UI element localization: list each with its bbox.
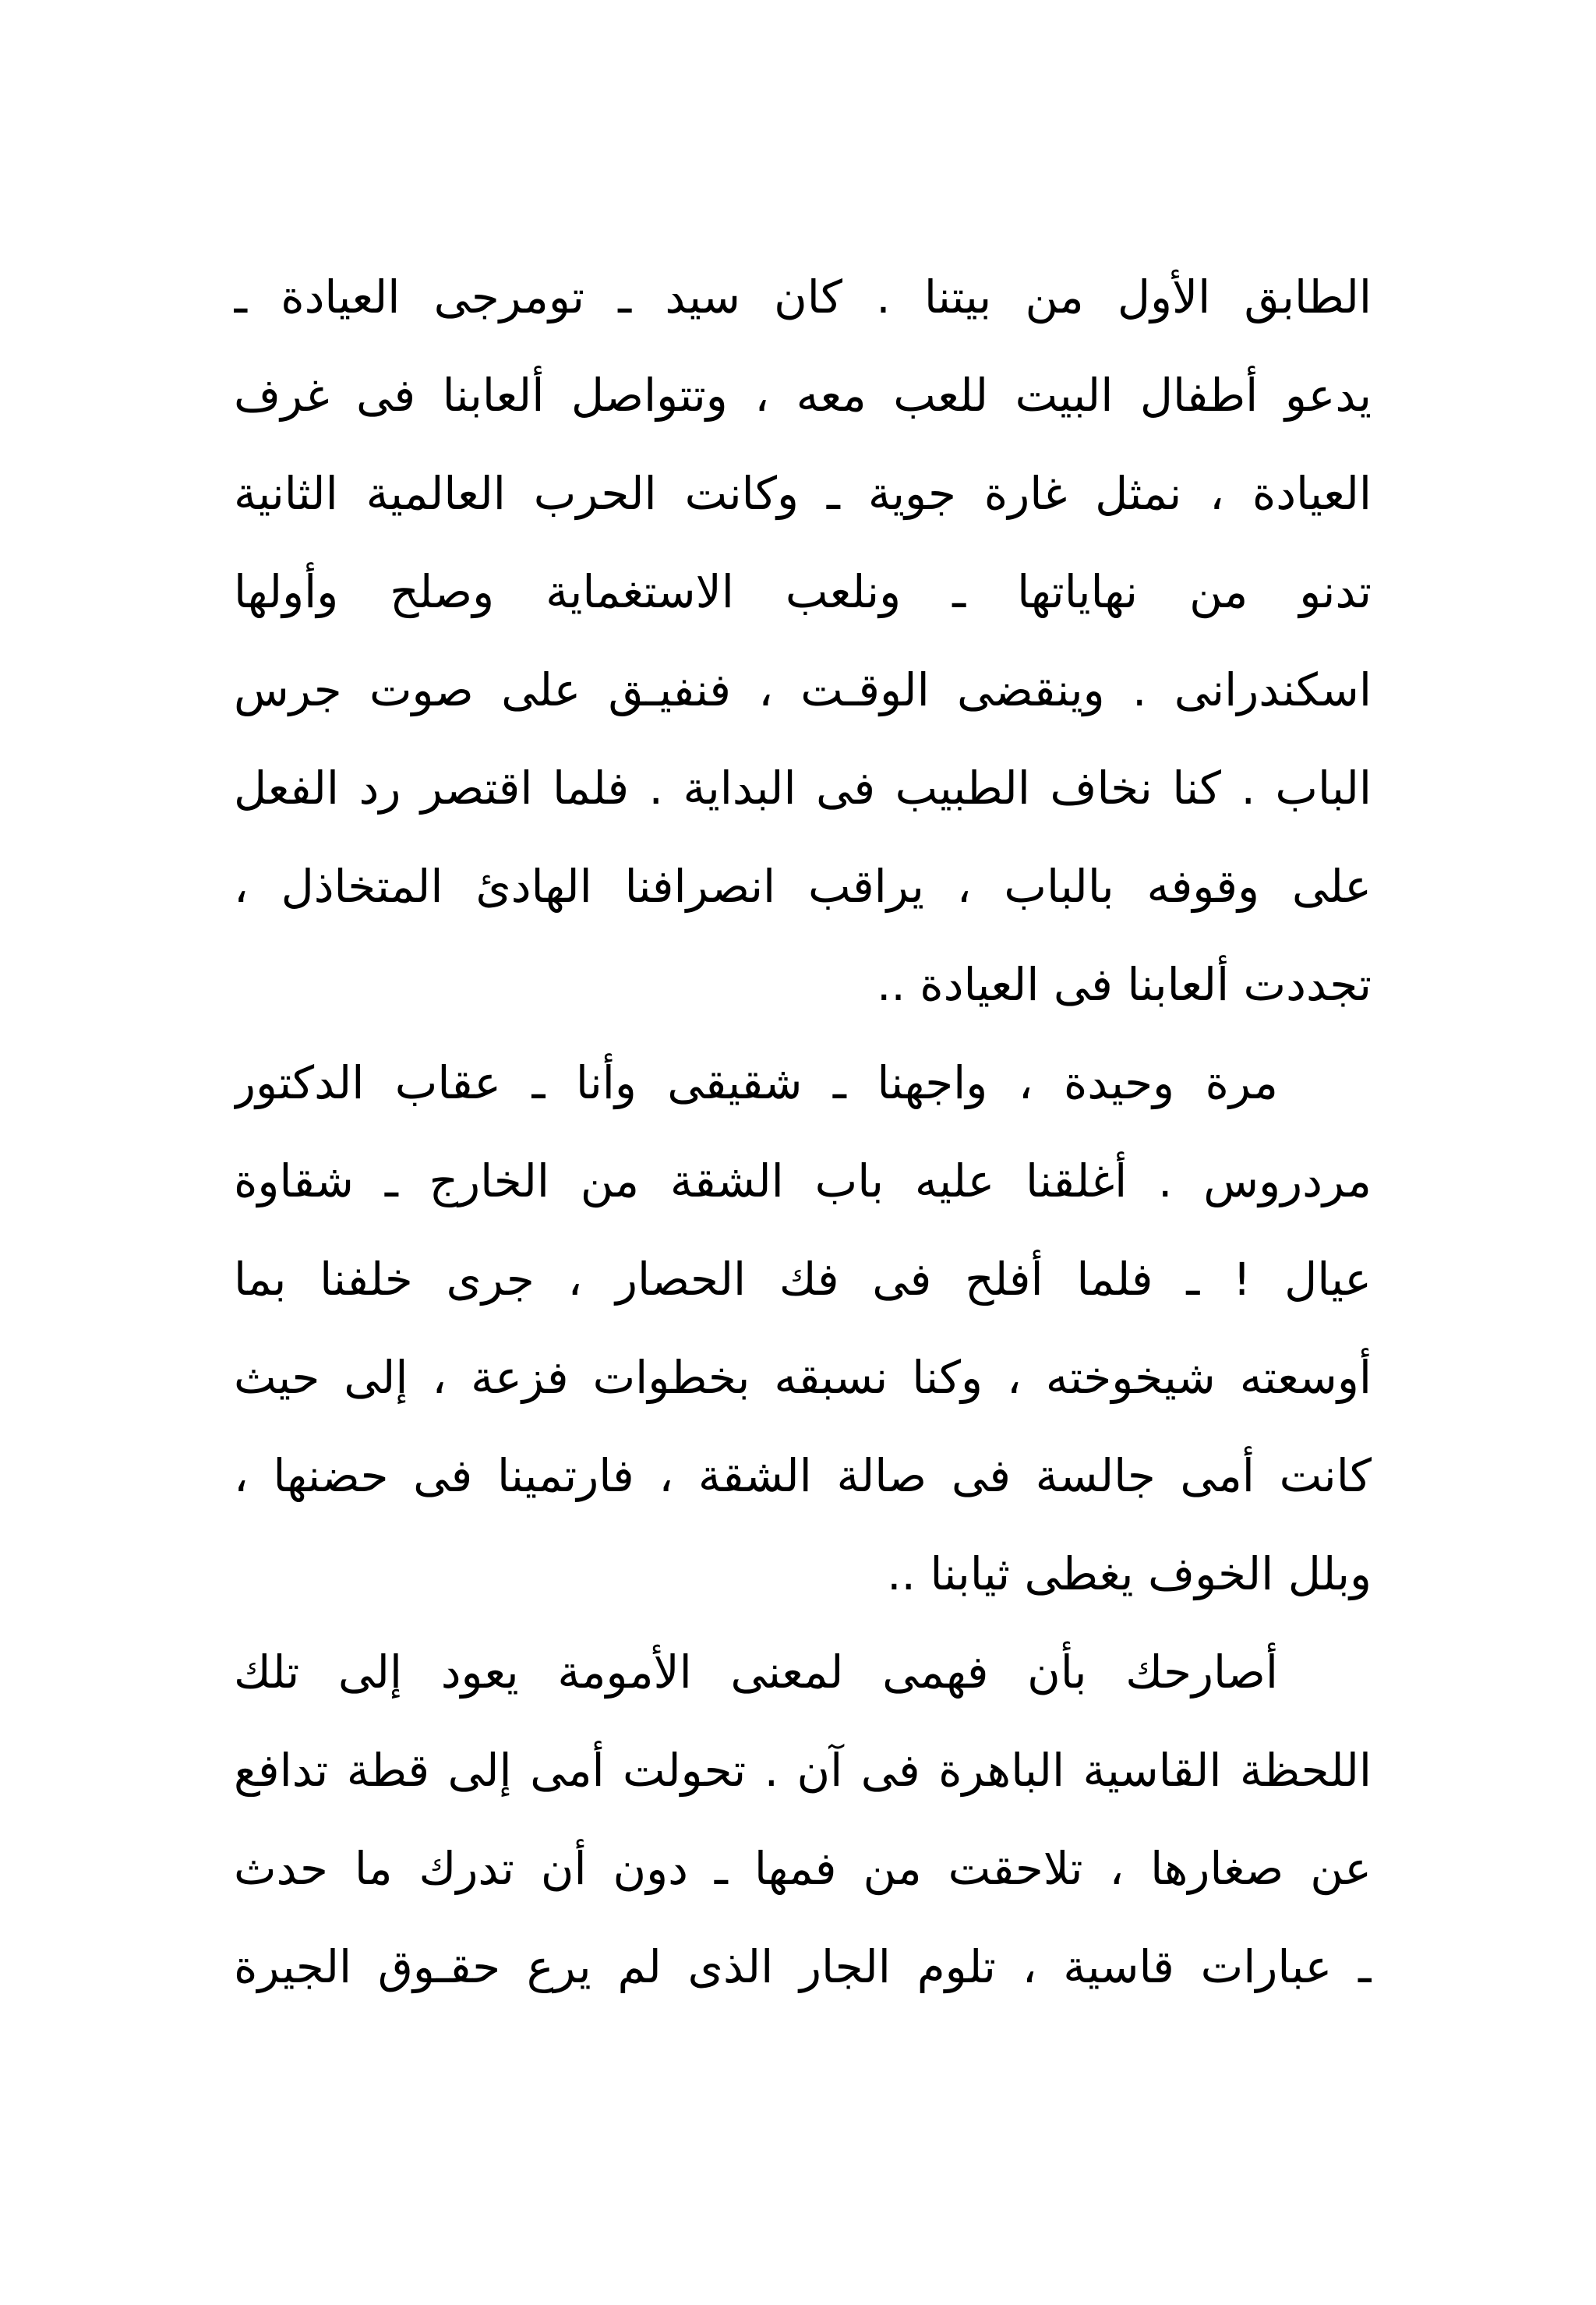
text-line: وبلل الخوف يغطى ثيابنا .. — [887, 1547, 1372, 1600]
text-line: مردروس . أغلقنا عليه باب الشقة من الخارج ـ شقاوة — [234, 1154, 1372, 1207]
text-line: اللحظة القاسية الباهرة فى آن . تحولت أمى إلى قطة تدافع — [234, 1744, 1372, 1797]
text-line: اسكندرانى . وينقضى الوقـت ، فنفيـق على صوت جرس — [234, 663, 1372, 716]
text-line: كانت أمى جالسة فى صالة الشقة ، فارتمينا فى حضنها ، — [234, 1449, 1372, 1502]
text-line: أوسعته شيخوخته ، وكنا نسبقه بخطوات فزعة ، إلى حيث — [234, 1351, 1372, 1404]
body-text — [234, 248, 1372, 2016]
text-line: أصارحك بأن فهمى لمعنى الأمومة يعود إلى تلك — [234, 1646, 1278, 1699]
text-line: العيادة ، نمثل غارة جوية ـ وكانت الحرب العالمية الثانية — [234, 467, 1372, 520]
text-line: ـ عبارات قاسية ، تلوم الجار الذى لم يرع حقـوق الجيرة — [234, 1940, 1372, 1993]
text-line: تجددت ألعابنا فى العيادة .. — [876, 958, 1372, 1011]
text-line: على وقوفه بالباب ، يراقب انصرافنا الهادئ المتخاذل ، — [234, 860, 1372, 913]
text-line: تدنو من نهاياتها ـ ونلعب الاستغماية وصلح وأولها — [234, 565, 1372, 618]
text-line: عيال ! ـ فلما أفلح فى فك الحصار ، جرى خلفنا بما — [234, 1253, 1372, 1306]
text-line: الباب . كنا نخاف الطبيب فى البداية . فلما اقتصر رد الفعل — [234, 762, 1372, 815]
text-line: عن صغارها ، تلاحقت من فمها ـ دون أن تدرك ما حدث — [234, 1842, 1372, 1895]
text-line: الطابق الأول من بيتنا . كان سيد ـ تومرجى العيادة ـ — [234, 270, 1372, 323]
text-line: يدعو أطفال البيت للعب معه ، وتتواصل ألعابنا فى غرف — [234, 369, 1372, 422]
text-line: مرة وحيدة ، واجهنا ـ شقيقى وأنا ـ عقاب الدكتور — [234, 1056, 1278, 1109]
